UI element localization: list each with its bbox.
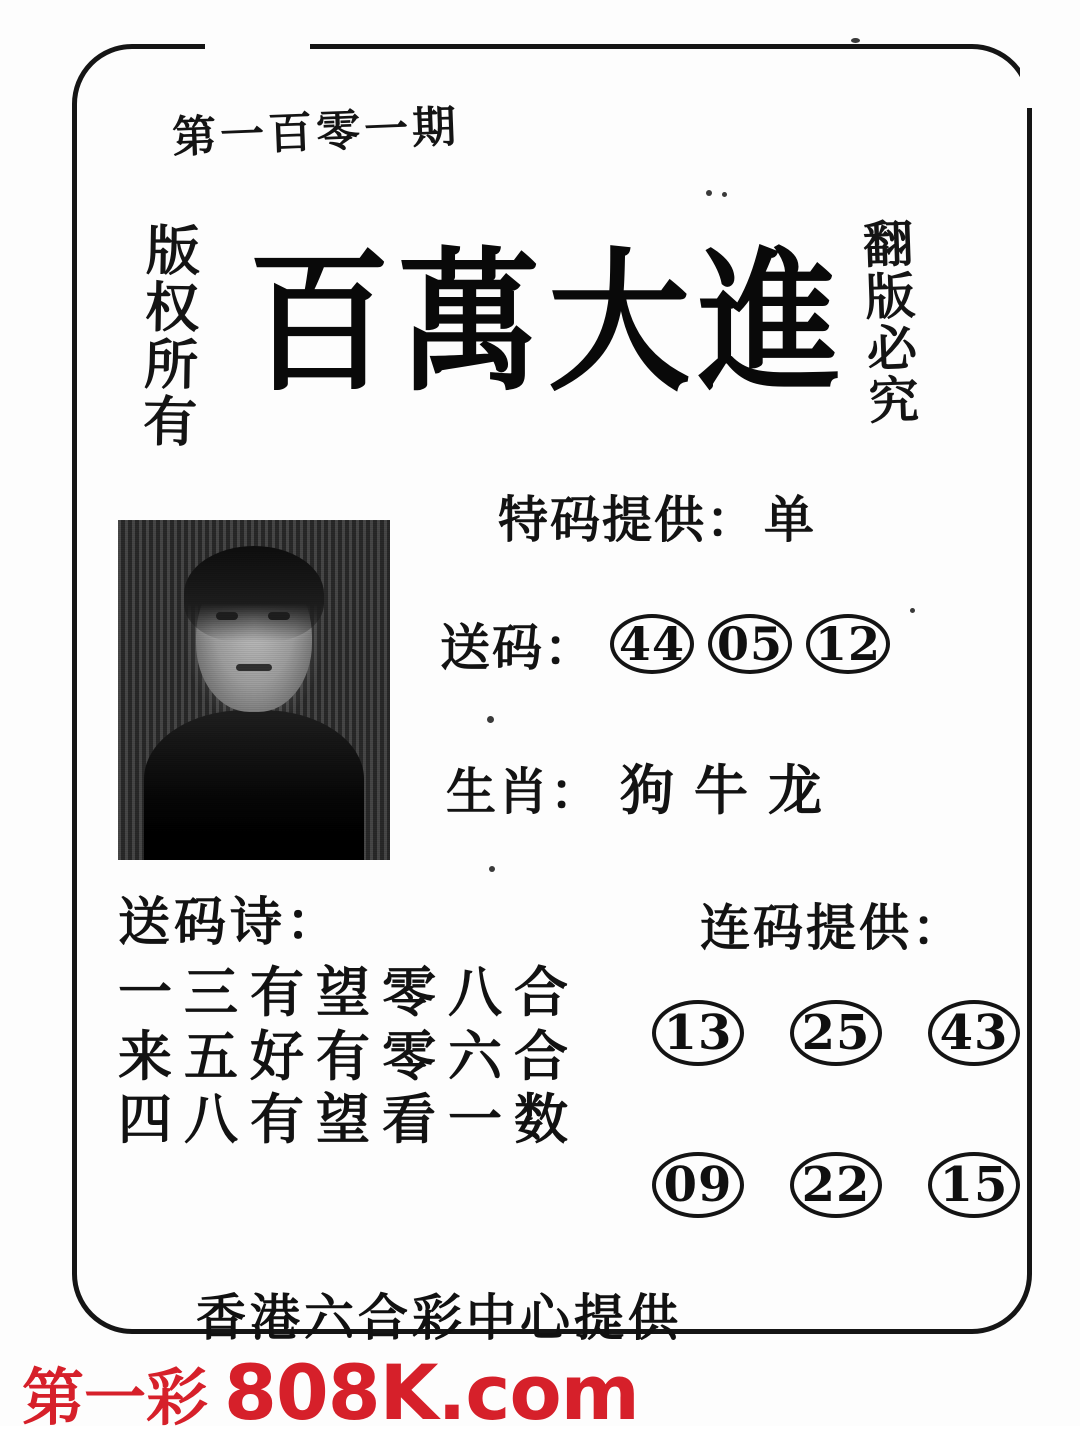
special-code-label: 特码提供： <box>498 490 758 549</box>
border-notch-right <box>1020 68 1036 108</box>
send-code-row <box>440 608 890 680</box>
watermark-brand-cn: 第一彩 <box>22 1361 209 1434</box>
scan-speck <box>706 190 712 196</box>
lianma-ball: 43 <box>928 1000 1020 1066</box>
watermark-url: 808K.com <box>224 1348 639 1437</box>
watermark <box>22 1348 639 1437</box>
poem-line: 四八有望看一数 <box>118 1087 580 1152</box>
special-code-value: 单 <box>764 490 816 549</box>
scan-speck <box>722 192 727 197</box>
zodiac-value: 龙 <box>768 758 824 822</box>
send-code-ball: 44 <box>610 614 694 674</box>
poem-line: 一三有望零八合 <box>118 960 580 1024</box>
send-code-label: 送码： <box>440 618 596 677</box>
zodiac-row <box>446 748 824 825</box>
send-code-ball: 12 <box>806 614 890 674</box>
scan-speck <box>487 716 494 723</box>
footer-credit: 香港六合彩中心提供 <box>196 1288 682 1347</box>
zodiac-value: 狗 <box>620 758 676 822</box>
scan-speck <box>489 866 495 872</box>
lianma-grid <box>652 1000 1020 1304</box>
scan-speck <box>851 38 860 43</box>
border-notch-top <box>205 40 310 54</box>
photo-grain-overlay <box>118 520 390 860</box>
zodiac-value: 牛 <box>694 758 750 822</box>
lianma-row <box>652 1000 1020 1066</box>
lianma-title: 连码提供： <box>700 898 965 957</box>
copyright-right-text: 翻版必究 <box>854 217 921 427</box>
scan-speck <box>910 608 915 613</box>
portrait-photo <box>118 520 390 860</box>
poem-line: 来五好有零六合 <box>118 1023 580 1088</box>
send-code-ball: 05 <box>708 614 792 674</box>
poem-title: 送码诗： <box>118 892 343 953</box>
lianma-ball: 22 <box>790 1152 882 1218</box>
lianma-ball: 13 <box>652 1000 744 1066</box>
poem-block <box>118 880 580 1152</box>
special-code-row <box>498 480 816 552</box>
copyright-left-text: 版权所有 <box>134 221 203 451</box>
lianma-ball: 15 <box>928 1152 1020 1218</box>
page-title: 百萬大進 <box>248 233 848 413</box>
lianma-row <box>652 1152 1020 1218</box>
issue-number: 第一百零一期 <box>171 101 462 164</box>
lianma-ball: 09 <box>652 1152 744 1218</box>
lianma-ball: 25 <box>790 1000 882 1066</box>
zodiac-label: 生肖： <box>446 762 602 821</box>
